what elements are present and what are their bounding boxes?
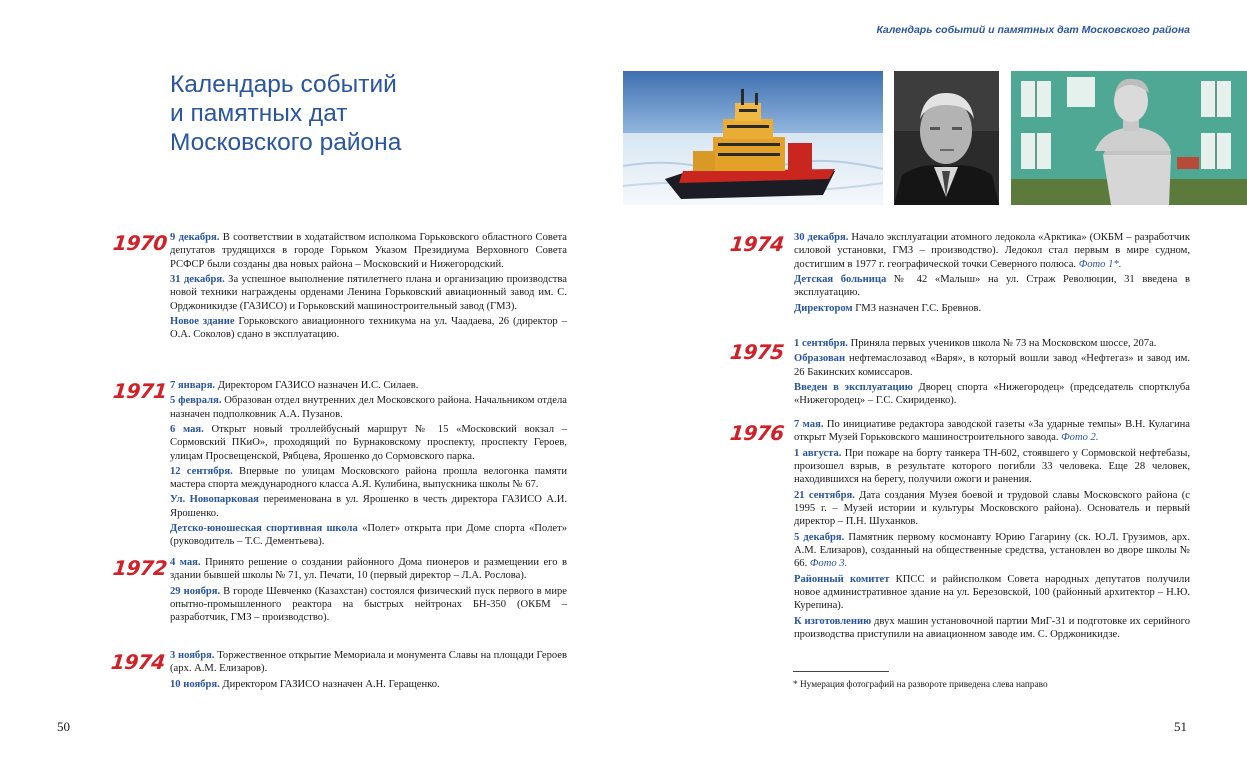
portrait-photo <box>894 71 999 205</box>
entry-text: Приняла первых учеников школа № 73 на Московском шоссе, 207а. <box>847 338 1157 349</box>
entry <box>794 573 1190 613</box>
year-label-1971: 1971 <box>111 379 169 403</box>
entry-text: По инициативе редактора заводской газеты «За ударные темпы» В.Н. Кулагина открыт Музей Горьковского машиностроительного завода. <box>794 419 1191 444</box>
entry-date: 30 декабря. <box>794 232 849 243</box>
year-label-1975: 1975 <box>728 340 786 364</box>
entry-date: 3 ноября. <box>170 650 215 661</box>
entry-text: Горьковского авиационного техникума на ул. Чаадаева, 26 (директор – О.А. Соколов) сдано в эксплуатацию. <box>170 316 568 341</box>
entry-date: 9 декабря. <box>170 232 220 243</box>
photo-reference: Фото 3. <box>809 558 848 570</box>
entry-text: КПСС и райисполком Совета народных депутатов получили новое административное здание на ул. Березовской, 100 (районный архитектор – Н.Ю. Курепина). <box>794 573 1190 612</box>
entry <box>170 585 567 625</box>
entry <box>170 423 567 463</box>
year-label-1976: 1976 <box>728 421 786 445</box>
year-label-1972: 1972 <box>111 556 169 580</box>
entry-text: ГМЗ назначен Г.С. Бревнов. <box>852 302 982 314</box>
entry-date: 5 декабря. <box>794 531 845 543</box>
entry-block-1970 <box>170 231 567 344</box>
entry-text: Начало эксплуатации атомного ледокола «Арктика» (ОКБМ – разработчик силовой установки, ГМЗ – производство). Ледокол стал первым в мире судном, достигшим в 1977 г. географической точки Северного полюса. <box>794 232 1190 270</box>
bust-monument-illustration <box>1011 71 1247 205</box>
entry <box>170 465 567 492</box>
bust-monument-photo <box>1011 71 1247 205</box>
entry-text: При пожаре на борту танкера ТН-602, стоявшего у Сормовской нефтебазы, произошел взрыв, в результате которого погибли 33 человека. Еще 28 человек, находившихся на берегу, получили ожоги и ранения. <box>794 447 1190 486</box>
page-number-right: 51 <box>1174 719 1187 734</box>
entry-lead: К изготовлению <box>794 615 872 627</box>
entry-date: 10 ноября. <box>170 678 220 690</box>
entry-block-1972 <box>170 556 567 627</box>
entry-text: № 42 «Малыш» на ул. Страж Революции, 31 введена в эксплуатацию. <box>794 274 1190 299</box>
entry <box>170 231 567 271</box>
entry <box>170 315 567 342</box>
page-number-left: 50 <box>57 719 70 734</box>
year-label-1974-left: 1974 <box>109 650 167 674</box>
entry-block-1974-left <box>170 649 567 693</box>
entry <box>794 352 1190 379</box>
photo-reference: Фото 1*. <box>1078 258 1122 270</box>
entry-block-1971 <box>170 379 567 551</box>
entry-lead: Образован <box>794 353 846 365</box>
entry-date: 7 мая. <box>794 419 824 430</box>
entry-block-1975 <box>794 337 1190 409</box>
entry-date: 4 мая. <box>170 557 201 568</box>
entry <box>170 273 567 313</box>
entry <box>170 556 567 583</box>
title-line: Московского района <box>170 129 402 156</box>
entry <box>794 447 1190 487</box>
entry-date: 7 января. <box>170 380 216 391</box>
entry <box>794 418 1190 445</box>
entry <box>794 381 1190 408</box>
entry-text: В соответствии в ходатайством исполкома Горьковского областного Совета депутатов трудящихся в городе Горьком Указом Президиума Верховного Совета РСФСР были созданы два новых района – Московский и Нижегородский. <box>170 232 567 270</box>
entry <box>170 394 567 421</box>
entry <box>794 337 1190 350</box>
entry-text: двух машин установочной партии МиГ-31 и подготовке их серийного производства приступили на авиационном заводе им. С. Орджоникидзе. <box>794 615 1190 641</box>
entry-text: переименована в ул. Ярошенко в честь директора ГАЗИСО А.И. Ярошенко. <box>170 494 568 519</box>
entry-text: Памятник первому космонавту Юрию Гагарину (ск. Ю.Л. Грузимов, арх. А.М. Елизаров), созданный на общественные средства, установлен во дворе школы № 66. <box>794 531 1190 570</box>
year-label-1970: 1970 <box>111 231 169 255</box>
entry-text: За успешное выполнение пятилетнего плана и организацию производства новой техники награждены орденами Ленина Горьковский авиационный завод им. С. Орджоникидзе (ГАЗИСО) и Горьковский машиностроительный завод (ГМЗ). <box>170 274 567 312</box>
title-line: Календарь событий <box>170 71 397 98</box>
entry <box>170 379 567 392</box>
running-header: Календарь событий и памятных дат Московского района <box>876 24 1190 36</box>
entry <box>794 615 1190 642</box>
entry <box>794 273 1190 300</box>
entry-text: Директором ГАЗИСО назначен А.Н. Геращенко. <box>219 678 440 690</box>
entry-text: Торжественное открытие Мемориала и монумента Славы на площади Героев (арх. А.М. Елизаров). <box>170 650 568 675</box>
entry <box>170 678 567 691</box>
entry <box>794 231 1190 271</box>
photo-reference: Фото 2. <box>1061 432 1099 444</box>
entry-text: Впервые по улицам Московского района прошла велогонка памяти мастера спорта международного класса А.Я. Кулибина, выпускника школы № 67. <box>170 465 567 491</box>
entry-date: 21 сентября. <box>794 489 855 501</box>
entry <box>170 493 567 520</box>
entry-text: Дата создания Музея боевой и трудовой славы Московского района (с 1995 г. – Музей истории и культуры Московского района). Основатель и первый директор – П.Н. Шуханков. <box>794 489 1190 528</box>
year-label-1974-right: 1974 <box>728 232 786 256</box>
entry <box>170 649 567 676</box>
entry-date: 29 ноября. <box>170 585 221 597</box>
entry-block-1976 <box>794 418 1190 643</box>
entry-date: 12 сентября. <box>170 465 233 477</box>
entry <box>794 302 1190 315</box>
entry-lead: Районный комитет <box>794 573 890 585</box>
entry-text: Открыт новый троллейбусный маршрут № 15 «Московский вокзал – Сормовский ПКиО», проходящий по Бурнаковскому проспекту, проспекту Героев, улицам Просвещенской, Рябцева, Ярошенко до Сормовского парка. <box>170 423 568 462</box>
entry-date: 5 февраля. <box>170 395 222 407</box>
entry <box>794 489 1190 529</box>
icebreaker-photo <box>623 71 883 205</box>
page-title <box>170 70 401 157</box>
entry-block-1974-right <box>794 231 1190 317</box>
entry-text: «Полет» открыта при Доме спорта «Полет» (руководитель – Т.С. Дементьева). <box>170 523 567 548</box>
portrait-illustration <box>894 71 999 205</box>
footnote-rule <box>793 671 889 672</box>
entry-text: В городе Шевченко (Казахстан) состоялся физический пуск первого в мире опытно-промышленного реактора на быстрых нейтронах БН-350 (ОКБМ – разработчик, ГМЗ – производство). <box>170 585 567 624</box>
entry-date: 1 августа. <box>794 447 842 459</box>
entry-lead: Детско-юношеская спортивная школа <box>170 523 358 535</box>
entry-date: 31 декабря. <box>170 274 225 286</box>
entry <box>794 531 1190 571</box>
entry-lead: Введен в эксплуатацию <box>794 381 913 393</box>
entry <box>170 522 567 549</box>
footnote: * Нумерация фотографий на развороте приведена слева направо <box>793 680 1048 690</box>
entry-text: Принято решение о создании районного Дома пионеров и размещении его в здании бывшей школы № 71, ул. Печати, 10 (первый директор – Л.А. Рослова). <box>170 557 567 582</box>
entry-date: 1 сентября. <box>794 338 848 349</box>
entry-text: Образован отдел внутренних дел Московского района. Начальником отдела назначен подполковник А.А. Пузанов. <box>170 395 567 420</box>
entry-lead: Директором <box>794 302 853 314</box>
icebreaker-illustration <box>623 71 883 205</box>
entry-text: Директором ГАЗИСО назначен И.С. Силаев. <box>215 380 419 391</box>
title-line: и памятных дат <box>170 100 348 127</box>
entry-lead: Детская больница <box>794 274 887 286</box>
entry-lead: Ул. Новопарковая <box>170 494 259 506</box>
entry-lead: Новое здание <box>170 316 235 328</box>
entry-text: нефтемаслозавод «Варя», в который вошли завод «Нефтегаз» и завод им. 26 Бакинских комиссаров. <box>794 353 1190 378</box>
entry-text: Дворец спорта «Нижегородец» (председатель спортклуба «Нижегородец» – Г.С. Скириденко). <box>794 381 1191 407</box>
entry-date: 6 мая. <box>170 423 204 435</box>
